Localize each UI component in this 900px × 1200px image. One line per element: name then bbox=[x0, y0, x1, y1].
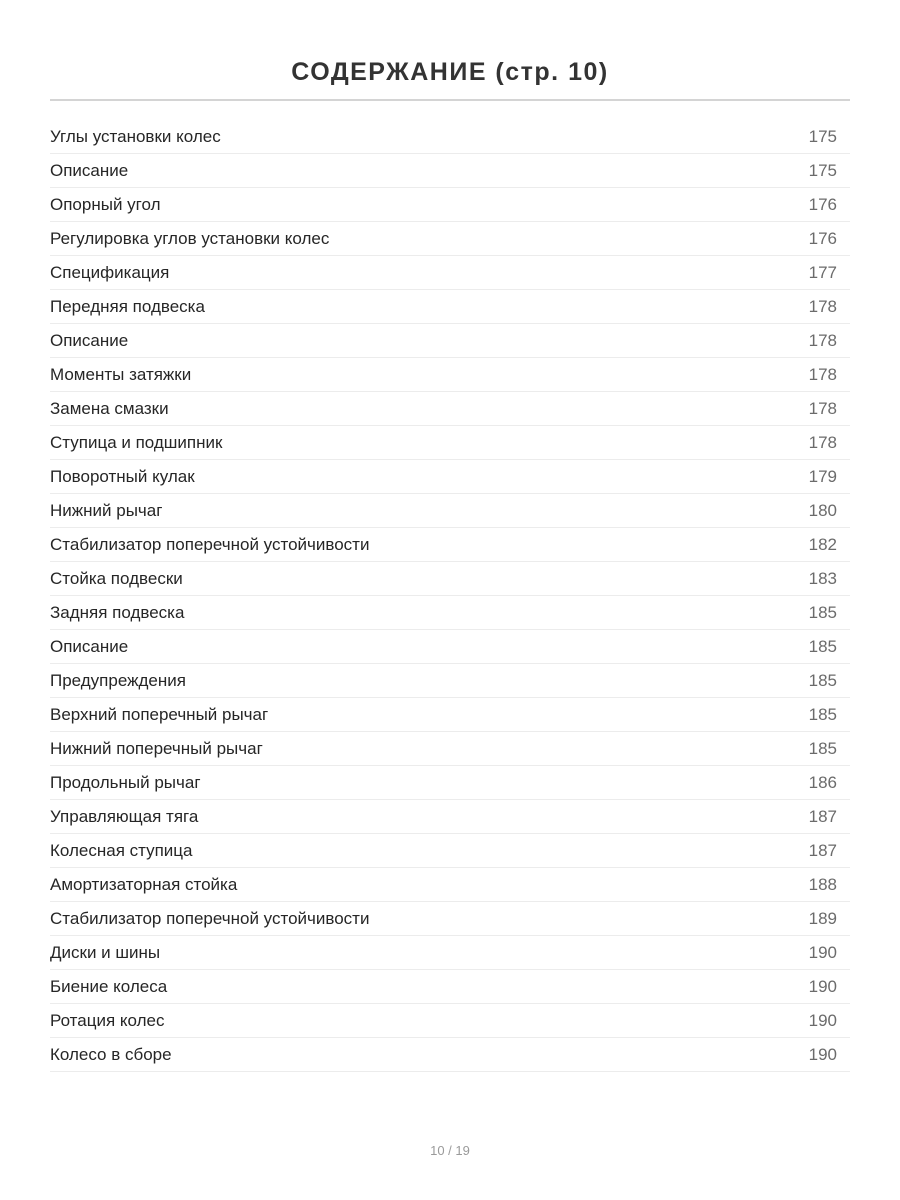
toc-entry-page-number: 179 bbox=[808, 466, 837, 486]
toc-entry-page-number: 186 bbox=[808, 772, 837, 792]
toc-entry-label: Нижний поперечный рычаг bbox=[50, 738, 263, 758]
toc-entry-page-number: 190 bbox=[808, 1044, 837, 1064]
toc-entry[interactable] bbox=[50, 426, 850, 460]
toc-entry[interactable] bbox=[50, 528, 850, 562]
toc-entry[interactable] bbox=[50, 698, 850, 732]
toc-entry[interactable] bbox=[50, 800, 850, 834]
toc-entry[interactable] bbox=[50, 324, 850, 358]
toc-entry[interactable] bbox=[50, 936, 850, 970]
toc-list bbox=[50, 120, 850, 1072]
toc-entry-page-number: 178 bbox=[808, 296, 837, 316]
toc-entry[interactable] bbox=[50, 290, 850, 324]
page-title: СОДЕРЖАНИЕ (стр. 10) bbox=[291, 57, 609, 86]
toc-entry[interactable] bbox=[50, 358, 850, 392]
toc-entry-label: Ступица и подшипник bbox=[50, 432, 223, 452]
title-divider bbox=[50, 99, 850, 101]
toc-entry[interactable] bbox=[50, 256, 850, 290]
toc-entry-label: Продольный рычаг bbox=[50, 772, 201, 792]
toc-entry[interactable] bbox=[50, 1004, 850, 1038]
toc-entry-label: Замена смазки bbox=[50, 398, 169, 418]
toc-entry-page-number: 183 bbox=[808, 568, 837, 588]
toc-entry[interactable] bbox=[50, 154, 850, 188]
toc-entry-label: Предупреждения bbox=[50, 670, 186, 690]
toc-entry-page-number: 189 bbox=[808, 908, 837, 928]
toc-entry-label: Диски и шины bbox=[50, 942, 161, 962]
toc-entry[interactable] bbox=[50, 222, 850, 256]
toc-entry[interactable] bbox=[50, 664, 850, 698]
toc-entry-page-number: 188 bbox=[808, 874, 837, 894]
toc-entry-label: Стабилизатор поперечной устойчивости bbox=[50, 534, 370, 554]
toc-entry[interactable] bbox=[50, 460, 850, 494]
toc-entry-label: Верхний поперечный рычаг bbox=[50, 704, 269, 724]
toc-entry-label: Регулировка углов установки колес bbox=[50, 228, 330, 248]
toc-entry-label: Передняя подвеска bbox=[50, 296, 205, 316]
toc-entry-label: Спецификация bbox=[50, 262, 170, 282]
toc-entry[interactable] bbox=[50, 834, 850, 868]
toc-entry[interactable] bbox=[50, 732, 850, 766]
toc-entry-label: Углы установки колес bbox=[50, 126, 221, 146]
toc-entry-page-number: 185 bbox=[808, 636, 837, 656]
toc-entry-page-number: 180 bbox=[808, 500, 837, 520]
toc-entry[interactable] bbox=[50, 970, 850, 1004]
toc-entry[interactable] bbox=[50, 188, 850, 222]
toc-entry-page-number: 178 bbox=[808, 432, 837, 452]
toc-entry-page-number: 175 bbox=[808, 160, 837, 180]
toc-entry-page-number: 176 bbox=[808, 194, 837, 214]
toc-entry-label: Моменты затяжки bbox=[50, 364, 192, 384]
toc-entry-page-number: 178 bbox=[808, 398, 837, 418]
toc-entry-label: Биение колеса bbox=[50, 976, 168, 996]
toc-entry[interactable] bbox=[50, 1038, 850, 1072]
page-indicator: 10 / 19 bbox=[430, 1143, 470, 1158]
toc-entry[interactable] bbox=[50, 902, 850, 936]
toc-entry-page-number: 182 bbox=[808, 534, 837, 554]
toc-entry[interactable] bbox=[50, 766, 850, 800]
toc-entry-page-number: 187 bbox=[808, 840, 837, 860]
toc-entry-page-number: 175 bbox=[808, 126, 837, 146]
toc-entry[interactable] bbox=[50, 630, 850, 664]
toc-entry-page-number: 190 bbox=[808, 1010, 837, 1030]
toc-entry-page-number: 185 bbox=[808, 704, 837, 724]
toc-entry-label: Стабилизатор поперечной устойчивости bbox=[50, 908, 370, 928]
toc-entry-page-number: 187 bbox=[808, 806, 837, 826]
toc-entry-label: Описание bbox=[50, 330, 129, 350]
toc-entry[interactable] bbox=[50, 494, 850, 528]
toc-entry-label: Поворотный кулак bbox=[50, 466, 195, 486]
toc-entry-page-number: 185 bbox=[808, 670, 837, 690]
toc-entry-label: Амортизаторная стойка bbox=[50, 874, 238, 894]
toc-entry-label: Нижний рычаг bbox=[50, 500, 163, 520]
toc-entry-label: Задняя подвеска bbox=[50, 602, 185, 622]
toc-entry[interactable] bbox=[50, 392, 850, 426]
toc-entry-label: Опорный угол bbox=[50, 194, 161, 214]
toc-entry-page-number: 185 bbox=[808, 602, 837, 622]
toc-entry-label: Ротация колес bbox=[50, 1010, 165, 1030]
toc-entry-label: Описание bbox=[50, 636, 129, 656]
toc-entry-label: Колесная ступица bbox=[50, 840, 193, 860]
toc-entry-label: Управляющая тяга bbox=[50, 806, 199, 826]
toc-entry-label: Стойка подвески bbox=[50, 568, 183, 588]
toc-entry-label: Описание bbox=[50, 160, 129, 180]
toc-entry-page-number: 178 bbox=[808, 330, 837, 350]
toc-entry[interactable] bbox=[50, 596, 850, 630]
toc-entry-page-number: 190 bbox=[808, 942, 837, 962]
toc-entry[interactable] bbox=[50, 868, 850, 902]
toc-entry-page-number: 178 bbox=[808, 364, 837, 384]
toc-entry[interactable] bbox=[50, 120, 850, 154]
toc-entry-page-number: 177 bbox=[808, 262, 837, 282]
toc-entry-label: Колесо в сборе bbox=[50, 1044, 172, 1064]
toc-entry[interactable] bbox=[50, 562, 850, 596]
toc-entry-page-number: 190 bbox=[808, 976, 837, 996]
toc-entry-page-number: 176 bbox=[808, 228, 837, 248]
toc-entry-page-number: 185 bbox=[808, 738, 837, 758]
